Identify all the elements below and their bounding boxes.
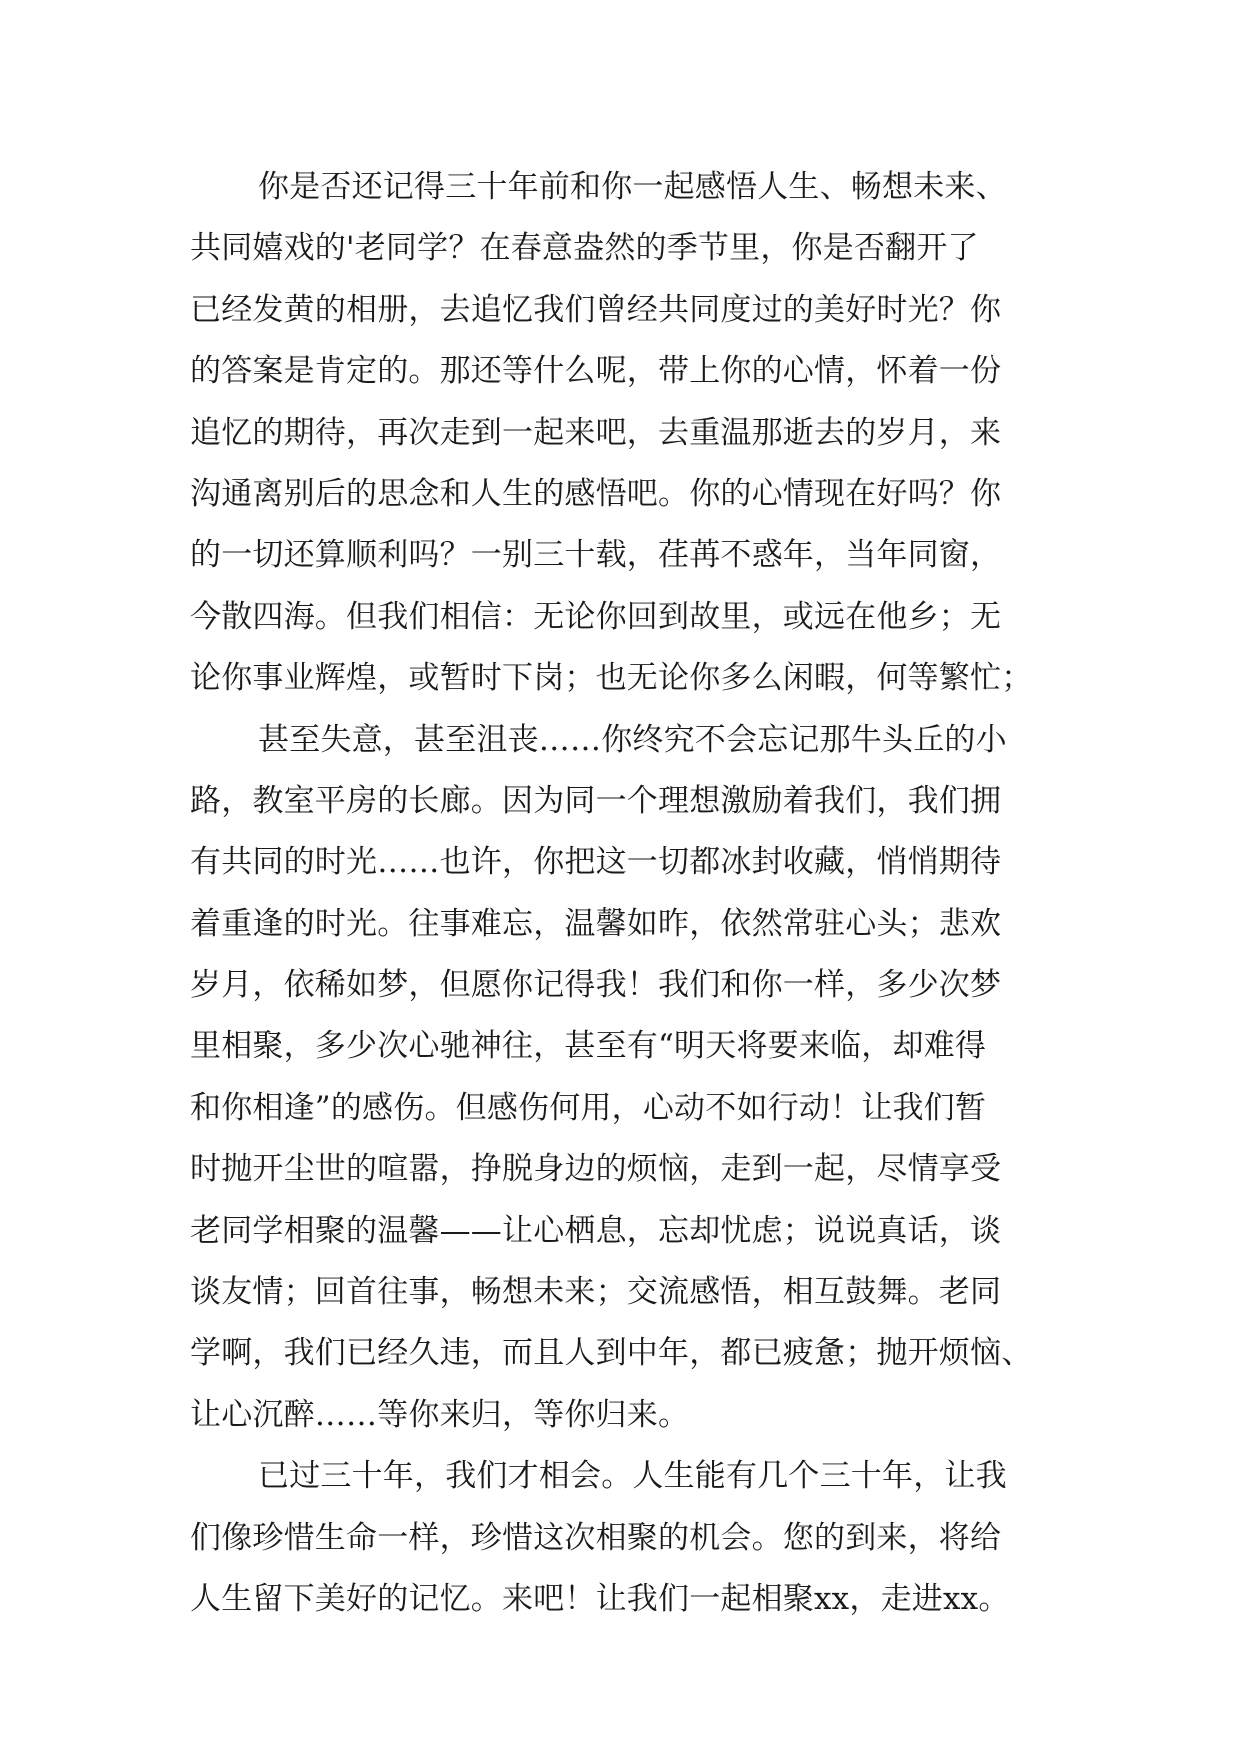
text-line: 让心沉醉……等你来归，等你归来。 (190, 1396, 690, 1433)
text-line: 和你相逢”的感伤。但感伤何用，心动不如行动！让我们暂 (190, 1089, 987, 1126)
text-line: 沟通离别后的思念和人生的感悟吧。你的心情现在好吗？你 (190, 475, 1002, 512)
text-line: 老同学相聚的温馨——让心栖息，忘却忧虑；说说真话，谈 (190, 1212, 1002, 1249)
text-line: 着重逢的时光。往事难忘，温馨如昨，依然常驻心头；悲欢 (190, 905, 1002, 942)
text-line: 学啊，我们已经久违，而且人到中年，都已疲惫；抛开烦恼、 (190, 1335, 1033, 1372)
text-line: 们像珍惜生命一样，珍惜这次相聚的机会。您的到来，将给 (190, 1519, 1002, 1556)
document-body (190, 157, 1070, 1630)
text-line: 共同嬉戏的'老同学？在春意盎然的季节里，你是否翻开了 (190, 230, 979, 267)
text-line: 今散四海。但我们相信：无论你回到故里，或远在他乡；无 (190, 598, 1002, 635)
text-line: 人生留下美好的记忆。来吧！让我们一起相聚xx，走进xx。 (190, 1580, 1010, 1617)
text-line: 有共同的时光……也许，你把这一切都冰封收藏，悄悄期待 (190, 844, 1002, 881)
text-line: 你是否还记得三十年前和你一起感悟人生、畅想未来、 (258, 169, 1007, 205)
text-line: 里相聚，多少次心驰神往，甚至有“明天将要来临，却难得 (190, 1028, 987, 1065)
paragraph-3 (190, 1446, 1070, 1630)
paragraph-2 (190, 710, 1070, 1447)
text-line: 的一切还算顺利吗？一别三十载，荏苒不惑年，当年同窗， (190, 537, 1002, 574)
text-line: 追忆的期待，再次走到一起来吧，去重温那逝去的岁月，来 (190, 414, 1002, 451)
text-line: 时抛开尘世的喧嚣，挣脱身边的烦恼，走到一起，尽情享受 (190, 1151, 1002, 1188)
text-line: 甚至失意，甚至沮丧……你终究不会忘记那牛头丘的小 (258, 721, 1007, 758)
text-line: 路，教室平房的长廊。因为同一个理想激励着我们，我们拥 (190, 782, 1002, 819)
text-line: 谈友情；回首往事，畅想未来；交流感悟，相互鼓舞。老同 (190, 1274, 1002, 1311)
text-line: 的答案是肯定的。那还等什么呢，带上你的心情，怀着一份 (190, 353, 1002, 390)
text-line: 已过三十年，我们才相会。人生能有几个三十年，让我 (258, 1458, 1007, 1495)
paragraph-1 (190, 157, 1070, 710)
text-line: 岁月，依稀如梦，但愿你记得我！我们和你一样，多少次梦 (190, 967, 1002, 1004)
text-line: 论你事业辉煌，或暂时下岗；也无论你多么闲暇，何等繁忙； (190, 660, 1033, 697)
text-line: 已经发黄的相册，去追忆我们曾经共同度过的美好时光？你 (190, 291, 1002, 328)
